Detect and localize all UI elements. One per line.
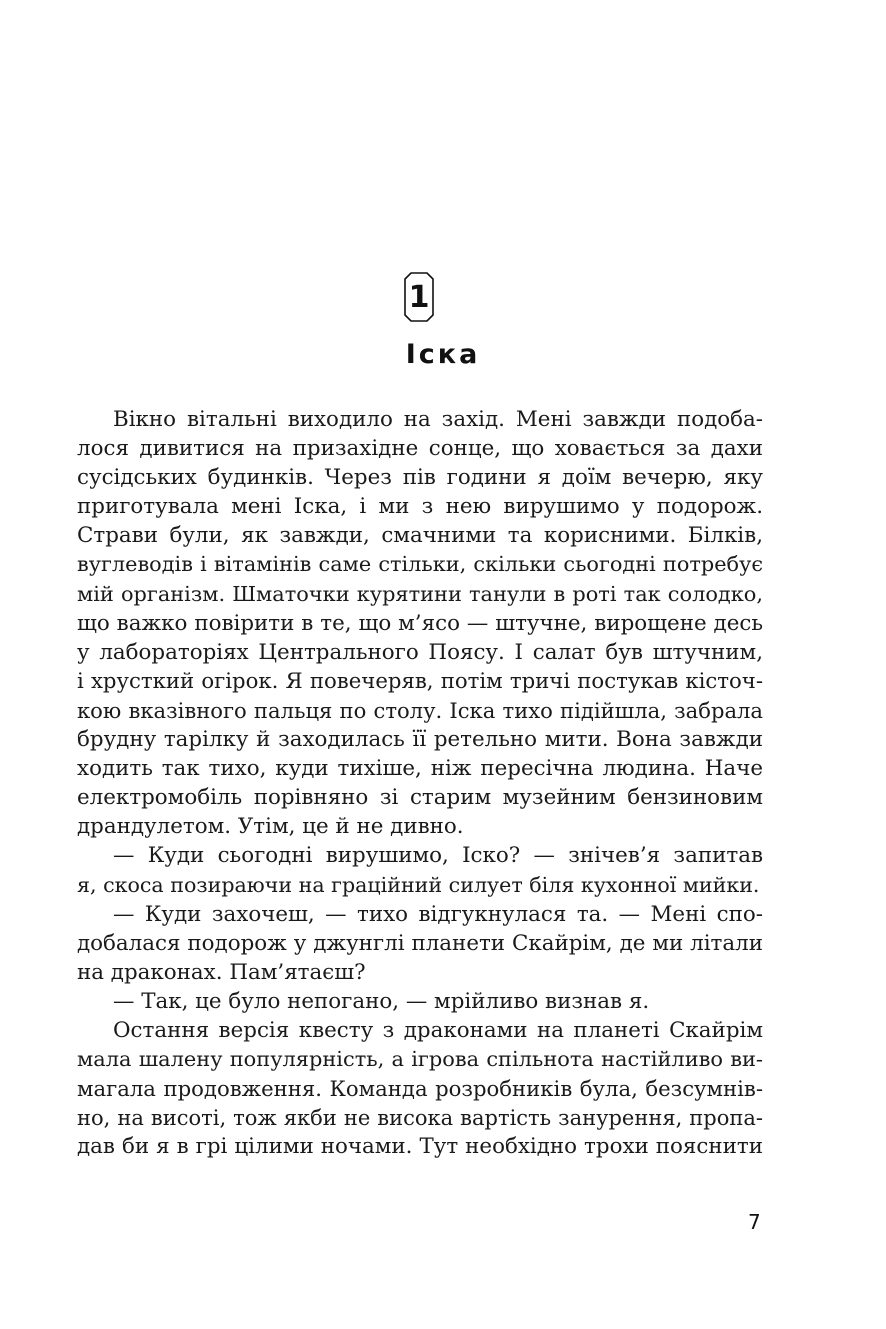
text-line: і хрусткий огірок. Я повечеряв, потім тричі постукав кісточ- <box>77 668 763 694</box>
text-line: добалася подорож у джунглі планети Скайрім, де ми літали <box>77 930 763 956</box>
chapter-title: Іска <box>405 339 481 370</box>
text-line: драндулетом. Утім, це й не дивно. <box>77 814 464 840</box>
chapter-number-badge <box>404 272 434 322</box>
text-line: — Куди захочеш, — тихо відгукнулася та. — Мені спо- <box>113 901 763 927</box>
text-line: но, на висоті, тож якби не висока вартість занурення, пропа- <box>77 1105 763 1131</box>
text-line: сусідських будинків. Через пів години я доїм вечерю, яку <box>77 465 763 491</box>
text-line: ходить так тихо, куди тихіше, ніж пересічна людина. Наче <box>77 756 763 782</box>
text-line: вуглеводів і вітамінів саме стільки, скільки сьогодні потребує <box>77 552 763 577</box>
body-text <box>77 405 763 1161</box>
text-line: на драконах. Пам’ятаєш? <box>77 959 366 985</box>
page-number: 7 <box>748 1210 761 1234</box>
text-line: лося дивитися на призахідне сонце, що ховається за дахи <box>77 436 763 462</box>
text-line: магала продовження. Команда розробників була, безсумнів- <box>77 1076 763 1102</box>
text-line: що важко повірити в те, що м’ясо — штучне, вирощене десь <box>77 610 763 636</box>
text-line: мала шалену популярність, а ігрова спільнота настійливо ви- <box>77 1047 763 1072</box>
text-line: кою вказівного пальця по столу. Іска тихо підійшла, забрала <box>77 697 763 723</box>
text-line: дав би я в грі цілими ночами. Тут необхідно трохи пояснити <box>77 1134 763 1160</box>
text-line: брудну тарілку й заходилась її ретельно мити. Вона завжди <box>77 727 763 753</box>
text-line: електромобіль порівняно зі старим музейним бензиновим <box>77 785 763 811</box>
text-line: я, скоса позираючи на граційний силует біля кухонної мийки. <box>77 872 760 897</box>
chapter-number: 1 <box>408 280 430 315</box>
text-line: — Так, це було непогано, — мрійливо визнав я. <box>113 988 650 1014</box>
text-line: приготувала мені Іска, і ми з нею вирушимо у подорож. <box>77 494 763 520</box>
chapter-number-frame <box>404 272 434 322</box>
text-line: — Куди сьогодні вирушимо, Іско? — знічев’я запитав <box>113 843 763 869</box>
text-line: у лабораторіях Центрального Поясу. І салат був штучним, <box>77 639 763 665</box>
text-line: Остання версія квесту з драконами на планеті Скайрім <box>113 1017 763 1043</box>
text-line: Вікно вітальні виходило на захід. Мені завжди подоба- <box>113 407 763 432</box>
text-line: мій організм. Шматочки курятини танули в роті так солодко, <box>77 581 763 606</box>
text-line: Страви були, як завжди, смачними та корисними. Білків, <box>77 523 763 549</box>
